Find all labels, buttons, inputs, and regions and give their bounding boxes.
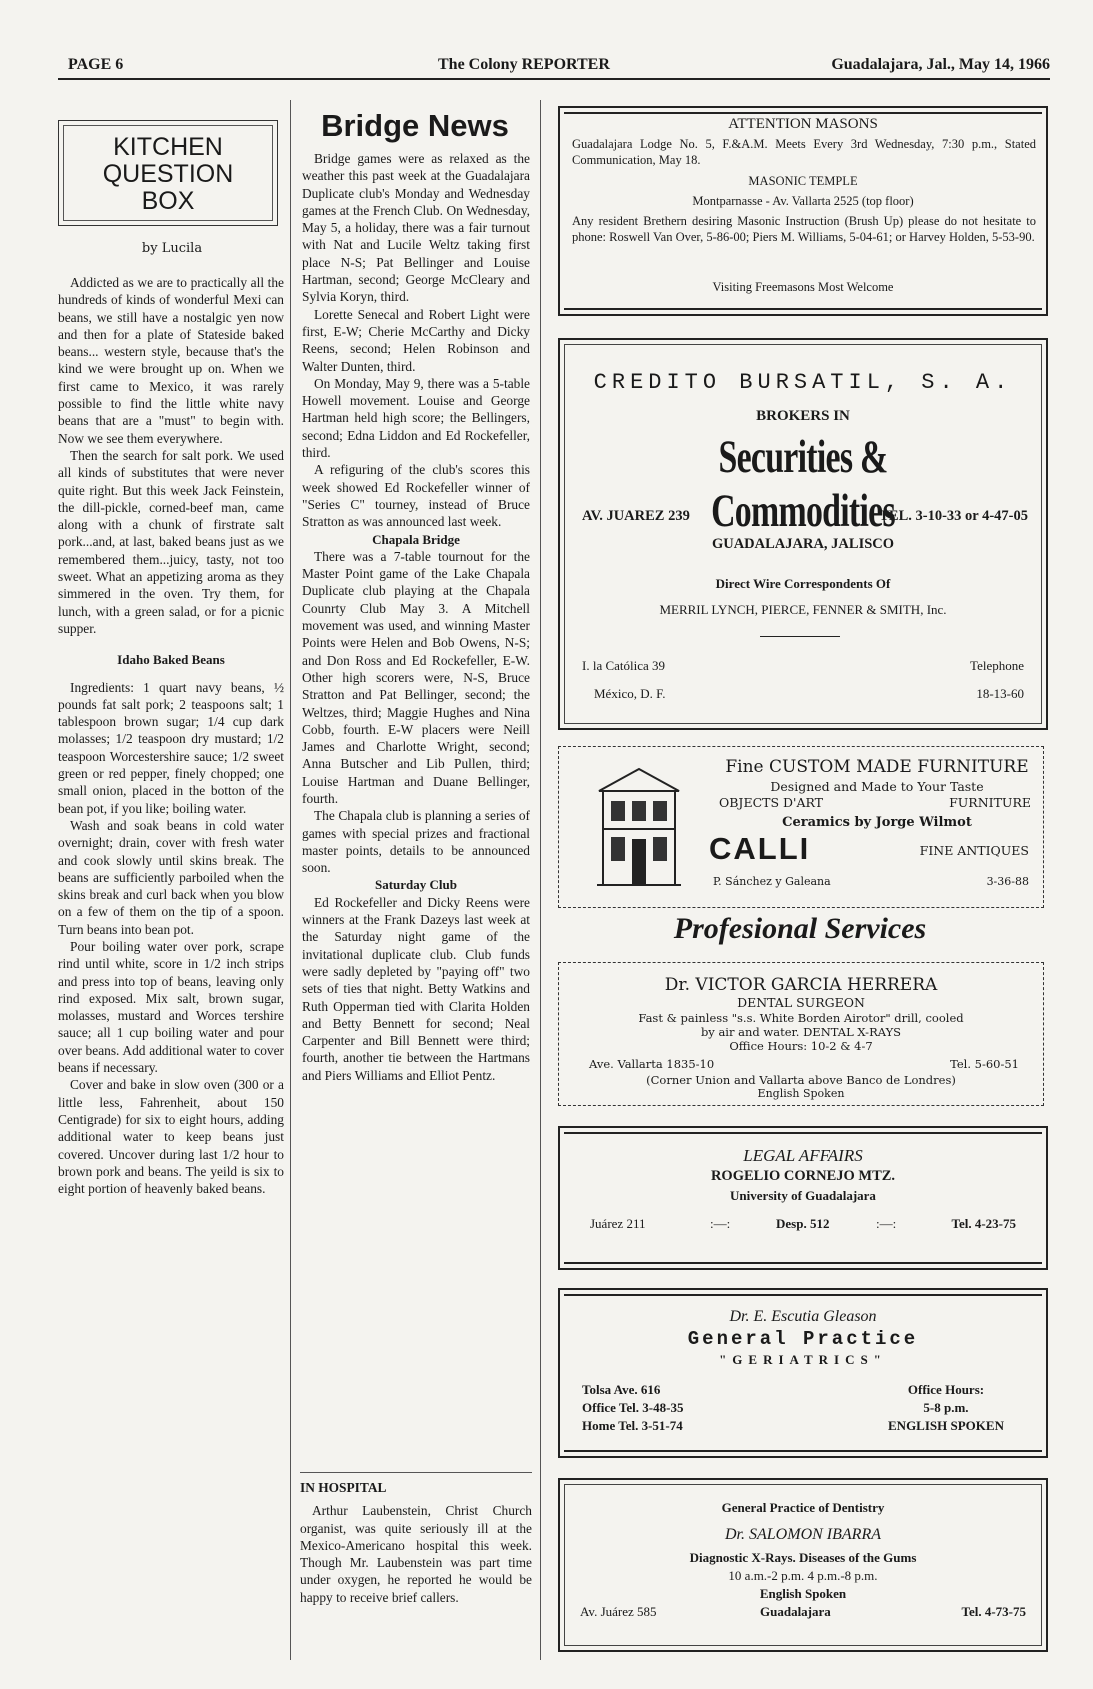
ibarra-diagnostic: Diagnostic X-Rays. Diseases of the Gums [689, 1550, 917, 1565]
calli-address: P. Sánchez y Galeana [713, 875, 831, 888]
calli-name: CALLI [709, 831, 811, 866]
calli-line2: Designed and Made to Your Taste [770, 779, 984, 794]
newspaper-title: The Colony REPORTER [438, 56, 610, 73]
paragraph: The Chapala club is planning a series of games with special prizes and fractional master points, details to be announced soon. [302, 808, 530, 876]
dentist-english: English Spoken [757, 1087, 845, 1100]
dentist-tel: Tel. 5-60-51 [950, 1057, 1019, 1071]
dentist-title: DENTAL SURGEON [737, 995, 865, 1010]
box-title-line: QUESTION [102, 160, 234, 188]
escutia-gleason-ad [558, 1288, 1048, 1458]
escutia-home-tel: Home Tel. 3-51-74 [582, 1418, 683, 1433]
recipe-title: Idaho Baked Beans [117, 652, 225, 668]
escutia-hours-label: Office Hours: [907, 1382, 985, 1397]
escutia-english: ENGLISH SPOKEN [888, 1418, 1004, 1433]
lawyer-name: ROGELIO CORNEJO MTZ. [710, 1168, 896, 1184]
dentist-drill-line: Fast & painless "s.s. White Borden Airotor" drill, cooled [638, 1011, 964, 1025]
dentist-name: Dr. VICTOR GARCIA HERRERA [664, 975, 938, 995]
page-number: PAGE 6 [68, 56, 124, 73]
bridge-article [302, 150, 530, 1084]
kitchen-article [58, 274, 284, 1197]
escutia-hours: 5-8 p.m. [923, 1400, 969, 1415]
masons-welcome: Visiting Freemasons Most Welcome [712, 280, 894, 294]
calli-ad [558, 746, 1044, 908]
professional-services-heading: Profesional Services [673, 912, 927, 945]
paragraph: Pour boiling water over pork, scrape rind until white, score in 1/2 inch strips and press into top of beans, leaving only rind exposed. Mix salt, brown sugar, molasses, mustard and Worces tershire sauce; all 1 cup boiling water and pour over beans. Add additional water to cover beans if necessary. [58, 938, 284, 1076]
masons-ad [558, 106, 1048, 316]
column-rule [290, 100, 291, 1660]
paragraph: Addicted as we are to practically all the hundreds of kinds of wonderful Mexi can beans, we still have a nostalgic yen now and then for a plate of Stateside baked beans... western style, because that's the kind we were brought up on. When we first came to Mexico, it was rarely possible to find the little white navy beans that are a "must" to begin with. Now we see them everywhere. [58, 275, 284, 446]
credito-address-2: I. la Católica 39 [582, 658, 666, 673]
escutia-name: Dr. E. Escutia Gleason [729, 1308, 877, 1325]
credito-address: AV. JUAREZ 239 [582, 508, 690, 524]
box-title-line: KITCHEN [113, 133, 223, 161]
escutia-office-tel: Office Tel. 3-48-35 [582, 1400, 684, 1415]
paragraph: On Monday, May 9, there was a 5-table Howell movement. Louise and George Hartman held high score; the Bellingers, second; Edna Liddon and Ed Rockefeller, third. [302, 375, 530, 461]
ibarra-ad [558, 1478, 1048, 1652]
ibarra-name: Dr. SALOMON IBARRA [725, 1526, 881, 1543]
building-illustration [589, 761, 689, 891]
calli-line1: Fine CUSTOM MADE FURNITURE [725, 757, 1029, 777]
paragraph: A refiguring of the club's scores this week showed Ed Rockefeller winner of "Series C" tourney, instead of Bruce Stratton as was announced last week. [302, 462, 530, 530]
paragraph: Lorette Senecal and Robert Light were first, E-W; Cherie McCarthy and Dicky Reens, second; Helen Robinson and Walter Dunten, third. [302, 306, 530, 374]
divider [760, 636, 840, 637]
credito-phone-2: 18-13-60 [976, 686, 1024, 701]
credito-name: CREDITO BURSATIL, S. A. [593, 370, 1013, 395]
fine-antiques: FINE ANTIQUES [919, 843, 1029, 858]
credito-city: GUADALAJARA, JALISCO [711, 536, 895, 552]
masthead [58, 56, 1050, 80]
hospital-heading: IN HOSPITAL [300, 1480, 387, 1495]
paragraph: Ed Rockefeller and Dicky Reens were winners at the Frank Dazeys last week at the Saturday night game of the invitational duplicate club. Club funds were sadly depleted by "paying off" two sets of ties that night. Betty Watkins and Ruth Opperman tied with Clarita Holden and Betty Bennett for second; Neal Carpenter and Bill Bennett were third; fourth, another tie between the Hartmans and Piers Williams and Elliot Pentz. [302, 894, 530, 1083]
paragraph: There was a 7-table tournout for the Master Point game of the Lake Chapala Duplicate club playing at the Chapala Counrty Club May 3. A Mitchell movement was used, and winning Master Points were Helen and Bob Owens, N-S; and Don Ross and Ed Rockefeller, E-W. Other high scorers were, N-S, Bruce Stratton and Pat Bellinger, second; the Weltzes, third; Maggie Hughes and Nina Cobb, fourth. E-W placers were Neill James and Charlotte Wright, second; Anna Butscher and Lib Pullen, third; Louise Hartman and Duane Bellinger, fourth. [302, 548, 530, 806]
garcia-herrera-ad [558, 962, 1044, 1106]
separator: :—: [876, 1216, 897, 1231]
merrill-lynch: MERRIL LYNCH, PIERCE, FENNER & SMITH, Inc. [659, 602, 947, 617]
ibarra-address: Av. Juárez 585 [580, 1604, 657, 1619]
credito-bursatil-ad [558, 338, 1048, 730]
brokers-in: BROKERS IN [756, 408, 850, 424]
general-practice: General Practice [687, 1328, 919, 1350]
university: University of Guadalajara [730, 1188, 876, 1203]
dentist-corner: (Corner Union and Vallarta above Banco de Londres) [646, 1073, 956, 1087]
dentist-address: Ave. Vallarta 1835-10 [589, 1057, 715, 1071]
paragraph: Ingredients: 1 quart navy beans, ½ pounds fat salt pork; 2 teaspoons salt; 1 tablespoon brown sugar; 1/4 cup dark molasses; 1/2 teaspoon dry mustard; 1/2 teaspoon Worcestershire sauce; 1/2 sweet green or red pepper, finely chopped; one small onion, placed in the botton of the bean pot, if you like; boiling water. [58, 679, 284, 816]
paragraph: Bridge games were as relaxed as the weather this past week at the Guadalajara Duplicate club's Monday and Wednesday games at the French Club. On Wednesday, May 5, a holiday, there was a fair turnout with Nat and Lucile Weltz taking first place N-S; Pat Bellinger and Louise Hartman, second; George McCleary and Sylvia Koryn, third. [302, 151, 530, 305]
direct-wire: Direct Wire Correspondents Of [715, 576, 891, 591]
temple-address: Montparnasse - Av. Vallarta 2525 (top floor) [692, 194, 914, 208]
byline: by Lucila [141, 241, 203, 256]
masonic-temple: MASONIC TEMPLE [748, 174, 858, 188]
paragraph: Then the search for salt pork. We used all kinds of substitutes that were never quite right. But this week Jack Feinstein, the dill-pickle, corned-beef man, came along with a chunk of firstrate salt pork...and, at last, baked beans just as we remembered them...juicy, tasty, not too sweet. What an appetizing aroma as they simmered in the oven. Try them, for lunch, with a green salad, or for a picnic supper. [58, 447, 284, 636]
legal-office: Desp. 512 [776, 1216, 830, 1231]
hospital-article [300, 1472, 532, 1605]
objects-dart: OBJECTS D'ART [719, 795, 824, 810]
credito-tel: TEL. 3-10-33 or 4-47-05 [879, 508, 1028, 524]
ibarra-tel: Tel. 4-73-75 [961, 1604, 1026, 1619]
masons-meeting: Guadalajara Lodge No. 5, F.&A.M. Meets Every 3rd Wednesday, 7:30 p.m., Stated Communication, May 18. [572, 137, 1036, 167]
ibarra-hours: 10 a.m.-2 p.m. 4 p.m.-8 p.m. [728, 1568, 878, 1583]
ibarra-city: Guadalajara [760, 1604, 831, 1619]
securities-headline: Securities & Commodities [711, 431, 895, 537]
calli-phone: 3-36-88 [986, 875, 1029, 888]
ibarra-english: English Spoken [759, 1586, 847, 1601]
saturday-club-heading: Saturday Club [375, 877, 457, 893]
credito-city-2: México, D. F. [594, 686, 666, 701]
paragraph: Wash and soak beans in cold water overnight; drain, cover with fresh water and cook slowly until skins break. The beans are sufficiently parboiled when the skins break and curl back when you blow on a few of them on the tip of a spoon. Turn beans into bean pot. [58, 817, 284, 937]
paragraph: Cover and bake in slow oven (300 or a little less, Fahrenheit, about 150 Centigrade) for six to eight hours, adding additional water to keep beans just covered. Uncover during last 1/2 hour to brown pork and beans. The yeild is six to eight portion of heavenly baked beans. [58, 1077, 284, 1197]
ceramics: Ceramics by Jorge Wilmot [782, 815, 972, 830]
geriatrics: "GERIATRICS" [719, 1352, 887, 1367]
masons-title: ATTENTION MASONS [728, 116, 878, 132]
telephone-label: Telephone [970, 658, 1024, 673]
chapala-bridge-heading: Chapala Bridge [372, 531, 460, 547]
legal-tel: Tel. 4-23-75 [951, 1216, 1016, 1231]
issue-date: Guadalajara, Jal., May 14, 1966 [831, 56, 1050, 73]
masons-contact: Any resident Brethern desiring Masonic Instruction (Brush Up) please do not hesitate to phone: Roswell Van Over, 5-86-00; Piers M. Williams, 5-04-61; or Harvey Holden, 5-53-90. [572, 214, 1036, 244]
furniture-label: FURNITURE [949, 795, 1031, 810]
bridge-news-title: Bridge News [321, 108, 509, 143]
kitchen-question-box [58, 120, 278, 226]
ibarra-general: General Practice of Dentistry [721, 1500, 885, 1515]
legal-affairs-ad [558, 1126, 1048, 1270]
dentist-xray-line: by air and water. DENTAL X-RAYS [700, 1025, 902, 1039]
paragraph: Arthur Laubenstein, Christ Church organist, was quite seriously ill at the Mexico-Americano hospital this week. Though Mr. Laubenstein was part time under oxygen, he reported he would be happy to receive brief callers. [300, 1503, 532, 1605]
separator: :—: [710, 1216, 731, 1231]
box-title-line: BOX [141, 187, 195, 215]
legal-address: Juárez 211 [590, 1216, 646, 1231]
escutia-address: Tolsa Ave. 616 [582, 1382, 661, 1397]
legal-title: LEGAL AFFAIRS [743, 1146, 863, 1165]
column-rule [540, 100, 541, 1660]
dentist-hours: Office Hours: 10-2 & 4-7 [729, 1039, 873, 1053]
